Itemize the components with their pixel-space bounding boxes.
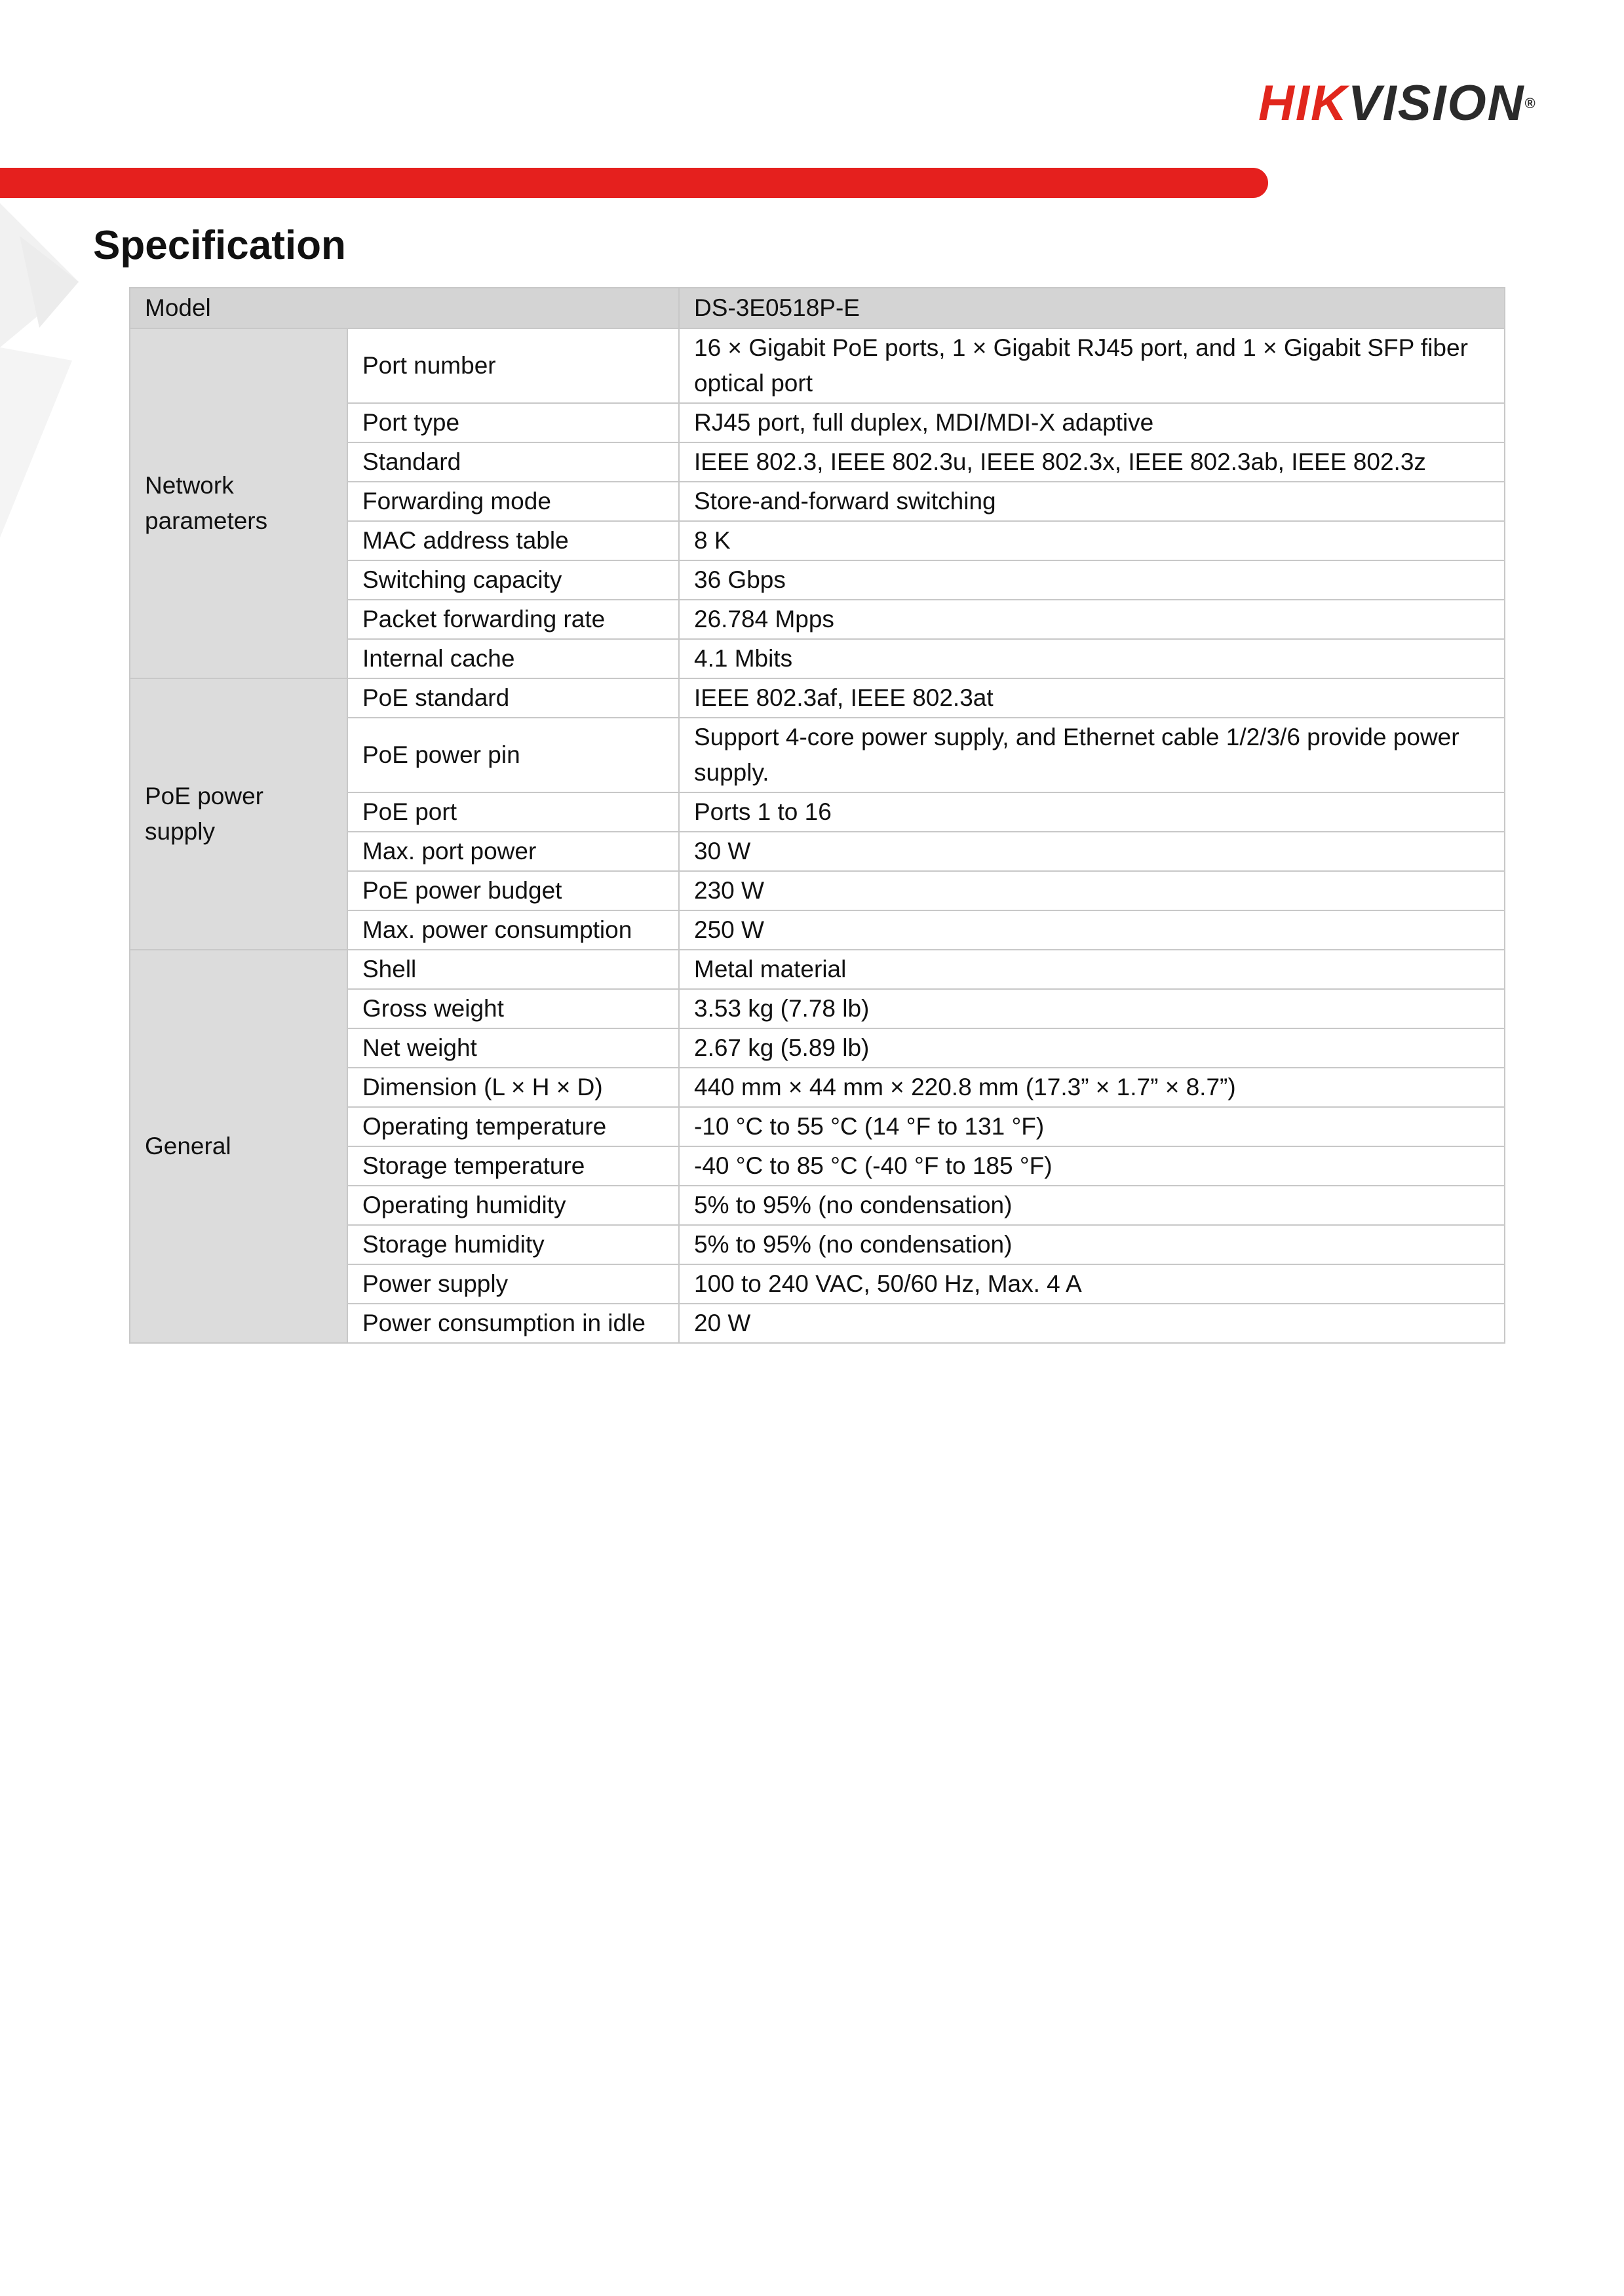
row-label: Port number <box>347 328 679 403</box>
row-label: Switching capacity <box>347 560 679 600</box>
category-general: General <box>130 950 347 1343</box>
row-value: 16 × Gigabit PoE ports, 1 × Gigabit RJ45 port, and 1 × Gigabit SFP fiber optical port <box>679 328 1505 403</box>
row-label: Net weight <box>347 1028 679 1068</box>
row-value: 5% to 95% (no condensation) <box>679 1186 1505 1225</box>
decorative-triangles <box>0 197 85 537</box>
row-value: -40 °C to 85 °C (-40 °F to 185 °F) <box>679 1146 1505 1186</box>
row-label: Port type <box>347 403 679 442</box>
row-value: Store-and-forward switching <box>679 482 1505 521</box>
table-row <box>130 678 1505 718</box>
row-label: Forwarding mode <box>347 482 679 521</box>
row-label: Power supply <box>347 1264 679 1304</box>
model-value: DS-3E0518P-E <box>679 288 1505 328</box>
logo-text-red: HIK <box>1258 75 1348 131</box>
category-poe-power-supply: PoE power supply <box>130 678 347 950</box>
row-label: PoE standard <box>347 678 679 718</box>
row-label: Internal cache <box>347 639 679 678</box>
row-label: PoE power pin <box>347 718 679 792</box>
row-label: Operating temperature <box>347 1107 679 1146</box>
row-value: IEEE 802.3af, IEEE 802.3at <box>679 678 1505 718</box>
row-label: Storage temperature <box>347 1146 679 1186</box>
row-label: Packet forwarding rate <box>347 600 679 639</box>
table-row <box>130 950 1505 989</box>
table-header-row <box>130 288 1505 328</box>
row-value: 230 W <box>679 871 1505 910</box>
row-label: PoE port <box>347 792 679 832</box>
row-value: RJ45 port, full duplex, MDI/MDI-X adaptive <box>679 403 1505 442</box>
row-value: 36 Gbps <box>679 560 1505 600</box>
row-value: 440 mm × 44 mm × 220.8 mm (17.3” × 1.7” × 8.7”) <box>679 1068 1505 1107</box>
row-label: Max. power consumption <box>347 910 679 950</box>
row-value: 2.67 kg (5.89 lb) <box>679 1028 1505 1068</box>
hikvision-logo <box>1258 77 1566 130</box>
row-value: 250 W <box>679 910 1505 950</box>
row-label: Storage humidity <box>347 1225 679 1264</box>
row-label: Max. port power <box>347 832 679 871</box>
logo-text-dark: VISION <box>1347 75 1525 131</box>
row-value: 4.1 Mbits <box>679 639 1505 678</box>
row-value: 100 to 240 VAC, 50/60 Hz, Max. 4 A <box>679 1264 1505 1304</box>
row-value: Metal material <box>679 950 1505 989</box>
row-value: 26.784 Mpps <box>679 600 1505 639</box>
page-title: Specification <box>93 223 346 268</box>
row-label: PoE power budget <box>347 871 679 910</box>
row-value: 20 W <box>679 1304 1505 1343</box>
row-label: Operating humidity <box>347 1186 679 1225</box>
header-red-band <box>0 168 1268 198</box>
row-value: Support 4-core power supply, and Ethernet cable 1/2/3/6 provide power supply. <box>679 718 1505 792</box>
row-value: 3.53 kg (7.78 lb) <box>679 989 1505 1028</box>
row-value: IEEE 802.3, IEEE 802.3u, IEEE 802.3x, IEEE 802.3ab, IEEE 802.3z <box>679 442 1505 482</box>
category-network-parameters: Network parameters <box>130 328 347 678</box>
table-row <box>130 328 1505 403</box>
row-value: 8 K <box>679 521 1505 560</box>
row-label: Standard <box>347 442 679 482</box>
row-value: 5% to 95% (no condensation) <box>679 1225 1505 1264</box>
row-label: MAC address table <box>347 521 679 560</box>
row-value: Ports 1 to 16 <box>679 792 1505 832</box>
row-label: Shell <box>347 950 679 989</box>
row-label: Dimension (L × H × D) <box>347 1068 679 1107</box>
logo-registered-mark: ® <box>1524 95 1537 111</box>
row-label: Power consumption in idle <box>347 1304 679 1343</box>
row-label: Gross weight <box>347 989 679 1028</box>
row-value: -10 °C to 55 °C (14 °F to 131 °F) <box>679 1107 1505 1146</box>
row-value: 30 W <box>679 832 1505 871</box>
model-label: Model <box>130 288 679 328</box>
specification-table <box>129 287 1505 1344</box>
